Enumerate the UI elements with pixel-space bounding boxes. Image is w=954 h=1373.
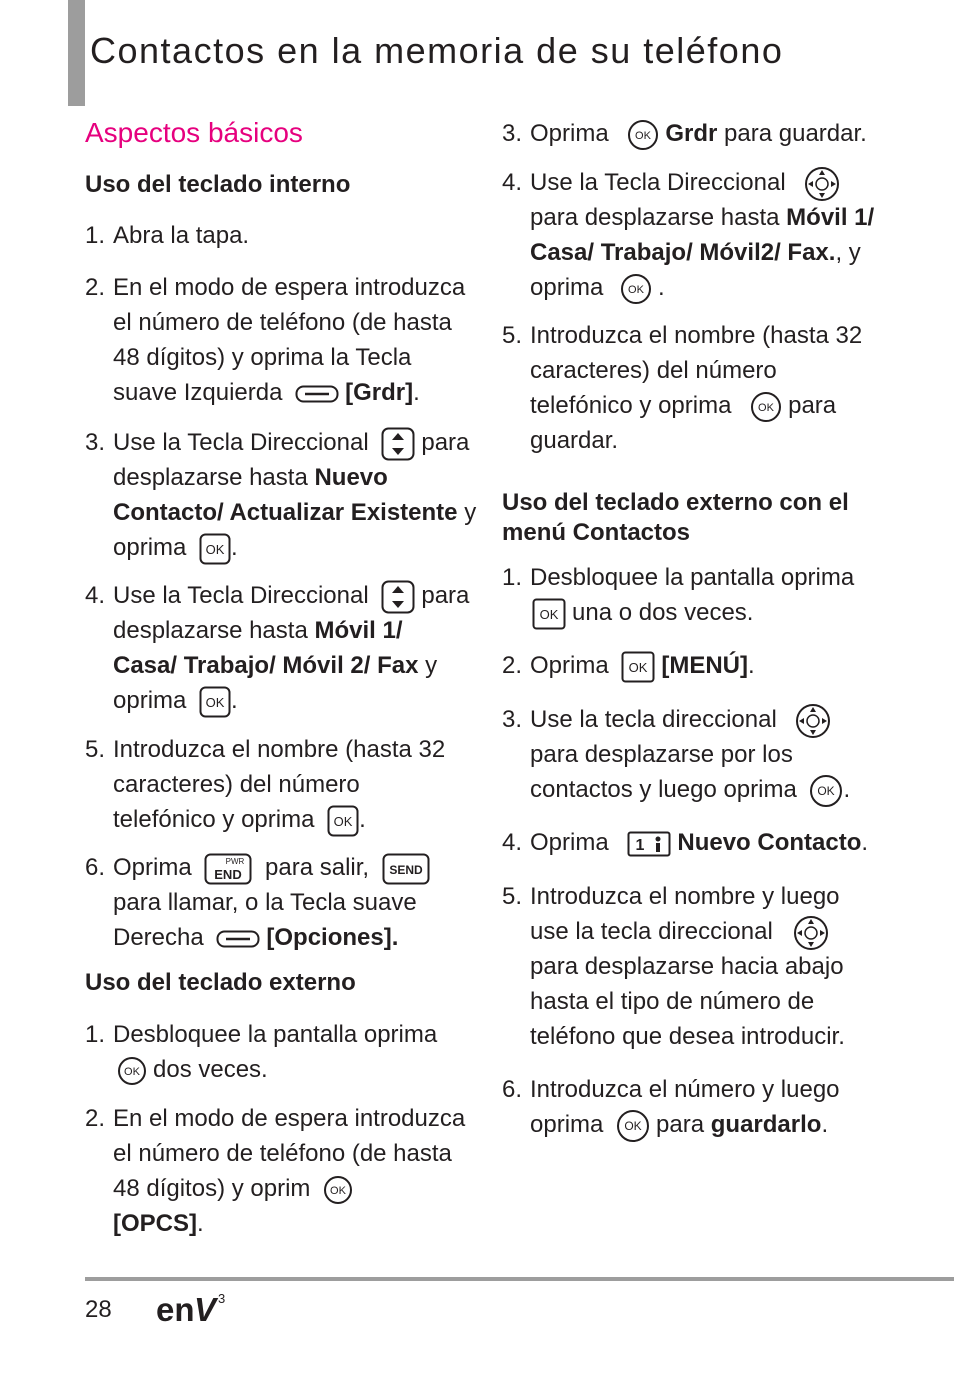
section-title: Aspectos básicos	[85, 117, 303, 148]
ok-key-icon	[327, 805, 359, 837]
ok-round-key-icon	[750, 391, 782, 423]
svg-text:OK: OK	[539, 606, 559, 622]
ok-round-key-icon	[627, 119, 659, 151]
voicemail-key-1-icon	[627, 831, 671, 857]
svg-text:OK: OK	[628, 659, 648, 675]
svg-text:OK: OK	[205, 694, 225, 710]
footer-divider	[85, 1277, 954, 1281]
send-key-icon	[382, 853, 430, 885]
left-soft-key-icon	[295, 385, 339, 403]
ok-key-icon	[621, 651, 655, 683]
navigation-4way-key-icon	[793, 915, 829, 951]
svg-text:OK: OK	[624, 1118, 642, 1133]
svg-text:V: V	[194, 1291, 217, 1327]
svg-text:OK: OK	[758, 401, 775, 414]
subheading-internal-keypad: Uso del teclado interno	[85, 171, 351, 198]
ok-key-icon	[199, 533, 231, 565]
svg-text:OK: OK	[205, 541, 225, 557]
svg-text:1: 1	[635, 836, 645, 854]
ok-round-key-icon	[620, 273, 652, 305]
end-power-key-icon	[204, 853, 252, 885]
svg-text:SEND: SEND	[389, 862, 423, 877]
svg-text:OK: OK	[635, 129, 652, 142]
svg-text:OK: OK	[817, 783, 836, 798]
svg-text:END: END	[214, 866, 243, 882]
page-number: 28	[85, 1296, 112, 1323]
ok-round-key-icon	[117, 1056, 147, 1086]
navigation-up-down-key-icon	[381, 580, 415, 614]
title-bar-accent	[68, 0, 85, 106]
svg-text:OK: OK	[333, 813, 353, 829]
page-title: Contactos en la memoria de su teléfono	[90, 30, 784, 71]
subheading-external-keypad-contacts-menu: Uso del teclado externo con el menú Contactos	[502, 489, 849, 546]
svg-text:OK: OK	[124, 1065, 140, 1078]
svg-text:OK: OK	[628, 283, 644, 296]
navigation-4way-key-icon	[804, 166, 840, 202]
ok-key-icon	[532, 598, 566, 630]
subheading-external-keypad: Uso del teclado externo	[85, 969, 356, 996]
ok-round-key-icon	[616, 1109, 650, 1143]
svg-text:3: 3	[218, 1291, 226, 1306]
navigation-4way-key-icon	[795, 703, 831, 739]
right-soft-key-icon	[216, 930, 260, 948]
svg-text:en: en	[156, 1291, 195, 1327]
ok-key-icon	[199, 686, 231, 718]
ok-round-key-icon	[809, 774, 843, 808]
svg-text:OK: OK	[330, 1184, 347, 1197]
navigation-up-down-key-icon	[381, 427, 415, 461]
ok-round-key-icon	[323, 1175, 353, 1205]
svg-text:PWR: PWR	[226, 856, 245, 866]
env3-logo	[156, 1287, 232, 1332]
